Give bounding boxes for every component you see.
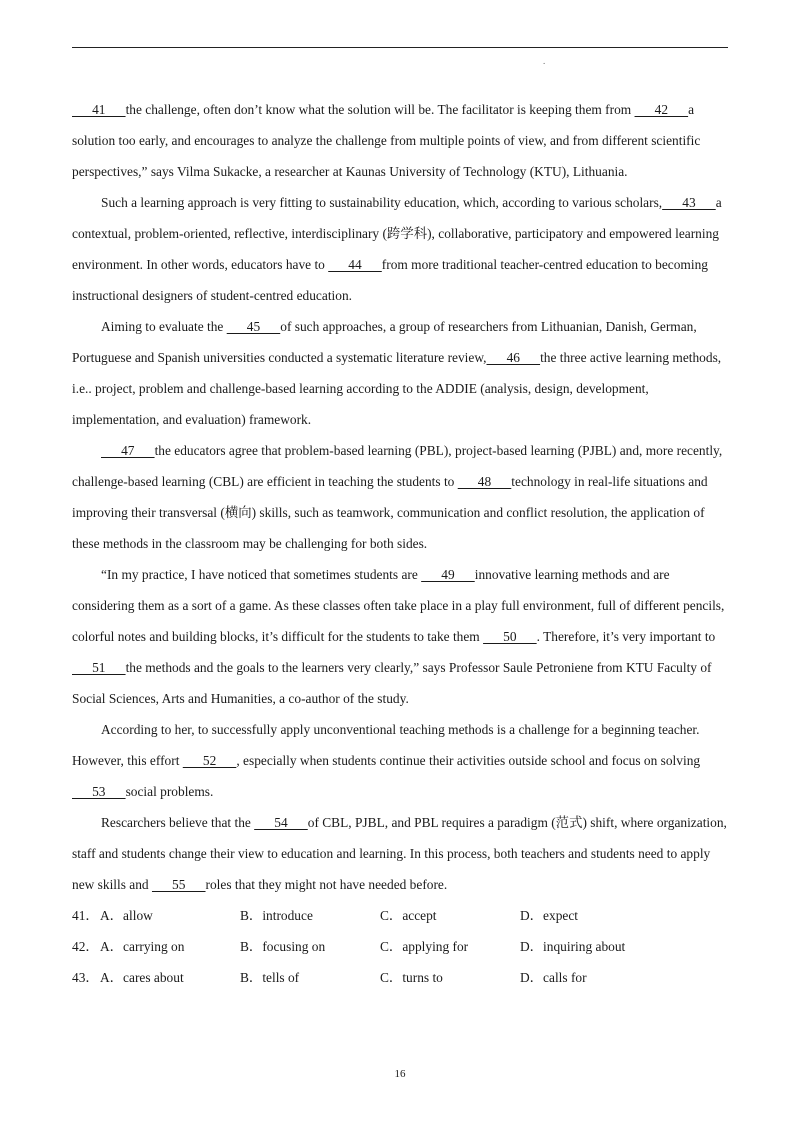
option-a: A．cares about xyxy=(100,970,184,985)
text-run: Such a learning approach is very fitting to sustainability education, which, according to various scholars, xyxy=(101,195,663,210)
text-run: roles that they might not have needed before. xyxy=(205,877,448,892)
header-mark: . xyxy=(543,56,546,66)
text-run: a contextual, problem-oriented, reflective, interdisciplinary (跨学科), collaborative, participatory and empowered learning environment. In other words, educators have to xyxy=(72,195,722,272)
option-d: D．calls for xyxy=(520,970,587,985)
blank-42: 42 xyxy=(634,102,689,117)
paragraph xyxy=(72,559,728,714)
paragraph xyxy=(72,807,728,900)
option-c: C．accept xyxy=(380,908,437,923)
option-row: 41． A．allow B．introduce C．accept D．expect xyxy=(72,900,728,931)
text-run: Rescarchers believe that the xyxy=(101,815,255,830)
blank-53: 53 xyxy=(72,784,126,799)
option-row: 42． A．carrying on B．focusing on C．applying for D．inquiring about xyxy=(72,931,728,962)
text-run: of such approaches, a group of researchers from Lithuanian, Danish, German, Portuguese and Spanish universities conducted a systematic literature review, xyxy=(72,319,697,365)
text-run: . Therefore, it’s very important to xyxy=(536,629,716,644)
text-run: Aiming to evaluate the xyxy=(101,319,227,334)
blank-48: 48 xyxy=(457,474,512,489)
blank-41: 41 xyxy=(72,102,126,117)
text-run: the challenge, often don’t know what the solution will be. The facilitator is keeping them from xyxy=(125,102,635,117)
blank-51: 51 xyxy=(72,660,126,675)
option-c: C．applying for xyxy=(380,939,469,954)
text-run: the educators agree that problem-based learning (PBL), project-based learning (PJBL) and, more recently, challenge-based learning (CBL) are efficient in teaching the students to xyxy=(72,443,723,489)
option-b: B．focusing on xyxy=(240,939,326,954)
text-run: According to her, to successfully apply unconventional teaching methods is a challenge for a beginning teacher. However, this effort xyxy=(72,722,700,768)
blank-47: 47 xyxy=(101,443,155,458)
option-b: B．introduce xyxy=(240,908,313,923)
answer-options xyxy=(72,900,728,993)
text-run: , especially when students continue their activities outside school and focus on solving xyxy=(236,753,701,768)
blank-52: 52 xyxy=(182,753,237,768)
option-d: D．inquiring about xyxy=(520,939,626,954)
text-run: social problems. xyxy=(125,784,214,799)
paragraph xyxy=(72,311,728,435)
option-b: B．tells of xyxy=(240,970,300,985)
blank-55: 55 xyxy=(151,877,206,892)
blank-45: 45 xyxy=(226,319,281,334)
text-run: of CBL, PJBL, and PBL requires a paradigm (范式) shift, where organization, staff and students change their view to education and learning. In this process, both teachers and students need to apply new skills and xyxy=(72,815,727,892)
passage xyxy=(72,94,728,993)
page-number: 16 xyxy=(394,1068,406,1080)
header-rule xyxy=(72,47,728,48)
text-run: a solution too early, and encourages to analyze the challenge from multiple points of view, and from different scientific perspectives,” says Vilma Sukacke, a researcher at Kaunas University of Technology (KTU), Lithuania. xyxy=(72,102,701,179)
blank-46: 46 xyxy=(486,350,541,365)
blank-54: 54 xyxy=(254,815,308,830)
option-a: A．allow xyxy=(100,908,153,923)
text-run: “In my practice, I have noticed that sometimes students are xyxy=(101,567,422,582)
blank-50: 50 xyxy=(483,629,537,644)
paragraph xyxy=(72,187,728,311)
option-c: C．turns to xyxy=(380,970,443,985)
paragraph xyxy=(72,714,728,807)
blank-44: 44 xyxy=(328,257,382,272)
option-row: 43． A．cares about B．tells of C．turns to D．calls for xyxy=(72,962,728,993)
text-run: from more traditional teacher-centred education to becoming instructional designers of student-centred education. xyxy=(72,257,708,303)
text-run: innovative learning methods and are considering them as a sort of a game. As these classes often take place in a play full environment, full of different pencils, colorful notes and building blocks, it’s difficult for the students to take them xyxy=(72,567,725,644)
paragraph xyxy=(72,94,728,187)
option-a: A．carrying on xyxy=(100,939,185,954)
blank-49: 49 xyxy=(421,567,475,582)
paragraph xyxy=(72,435,728,559)
blank-43: 43 xyxy=(662,195,716,210)
text-run: the three active learning methods, i.e.. project, problem and challenge-based learning according to the ADDIE (analysis, design, development, implementation, and evaluation) framework. xyxy=(72,350,722,427)
text-run: technology in real-life situations and improving their transversal (横向) skills, such as teamwork, communication and conflict resolution, the application of these methods in the classroom may be challenging for both sides. xyxy=(72,474,708,551)
option-d: D．expect xyxy=(520,908,579,923)
paragraphs xyxy=(72,94,728,900)
text-run: the methods and the goals to the learners very clearly,” says Professor Saule Petroniene from KTU Faculty of Social Sciences, Arts and Humanities, a co-author of the study. xyxy=(72,660,712,706)
